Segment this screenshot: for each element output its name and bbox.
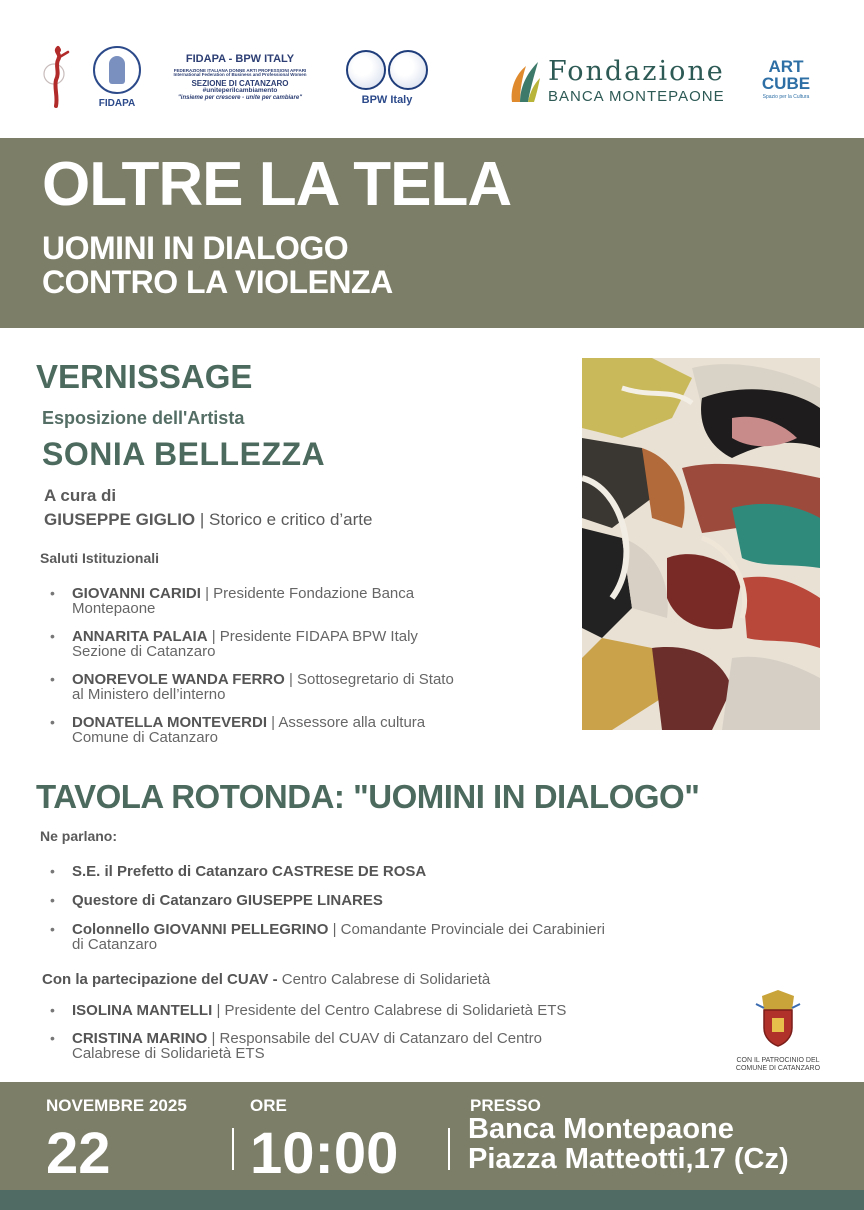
speaker-role: | Presidente FIDAPA BPW Italy <box>211 628 418 645</box>
bottom-strip <box>0 1190 864 1210</box>
list-item <box>40 922 760 952</box>
title-band <box>0 138 864 328</box>
artcube-line3: Spazio per la Cultura <box>762 94 810 100</box>
event-month: NOVEMBRE 2025 <box>46 1096 187 1115</box>
cuav-members-list <box>40 1003 680 1074</box>
cuav-participation <box>42 971 490 988</box>
fondazione-logo <box>506 56 738 108</box>
fidapa-line1: FIDAPA - BPW ITALY <box>185 53 295 65</box>
fondazione-title: Fondazione <box>548 56 725 87</box>
leaf-mark-icon <box>508 58 542 104</box>
dancer-figure-logo <box>40 44 72 114</box>
artist-name: SONIA BELLEZZA <box>42 436 326 472</box>
logo-bar <box>0 0 864 138</box>
cuav-label: Con la partecipazione del CUAV - <box>42 971 278 988</box>
speaker-role: | Presidente del Centro Calabrese di Solidarietà ETS <box>216 1002 567 1019</box>
speaker-role: | Responsabile del CUAV di Catanzaro del Centro <box>211 1030 542 1047</box>
speaker-name: Questore di Catanzaro GIUSEPPE LINARES <box>72 892 383 909</box>
fondazione-subtitle: BANCA MONTEPAONE <box>548 88 725 105</box>
event-subtitle-line1: UOMINI IN DIALOGO <box>42 230 349 266</box>
speaker-name: DONATELLA MONTEVERDI <box>72 714 267 731</box>
artcube-logo <box>756 58 816 100</box>
fidapa-line5: #uniteperilcambiamento <box>202 87 278 95</box>
city-crest-icon <box>754 988 802 1048</box>
event-time: 10:00 <box>250 1121 399 1186</box>
venue-label: PRESSO <box>470 1096 541 1115</box>
bpw-caption: BPW Italy <box>361 94 413 106</box>
speaker-role-cont: al Ministero dell’interno <box>72 686 226 703</box>
fidapa-line6: "insieme per crescere - unite per cambiare" <box>177 95 303 102</box>
saluti-list <box>40 586 540 758</box>
globe-icon <box>346 50 386 90</box>
fidapa-line2: FEDERAZIONE ITALIANA DONNE ARTI PROFESSIONI AFFARI <box>173 67 307 73</box>
cuav-description: Centro Calabrese di Solidarietà <box>281 971 491 988</box>
curator-name: GIUSEPPE GIGLIO <box>44 510 196 529</box>
patronage-block <box>726 988 830 1074</box>
content-area <box>0 328 864 1082</box>
speaker-name: ANNARITA PALAIA <box>72 628 208 645</box>
venue-address: Piazza Matteotti,17 (Cz) <box>468 1143 789 1176</box>
event-day: 22 <box>46 1121 111 1186</box>
speaker-name: GIOVANNI CARIDI <box>72 585 201 602</box>
speaker-role: | Sottosegretario di Stato <box>288 671 454 688</box>
time-label: ORE <box>250 1096 287 1115</box>
speaker-role-cont: Calabrese di Solidarietà ETS <box>72 1045 265 1062</box>
list-item <box>40 586 540 616</box>
speaker-name: ISOLINA MANTELLI <box>72 1002 213 1019</box>
speaker-role: | Comandante Provinciale dei Carabinieri <box>332 921 605 938</box>
list-item <box>40 715 540 745</box>
list-item <box>40 1003 680 1018</box>
venue-name: Banca Montepaone <box>468 1113 734 1145</box>
event-info-band <box>0 1082 864 1190</box>
speakers-label: Ne parlano: <box>40 828 118 844</box>
vernissage-heading: VERNISSAGE <box>36 358 253 395</box>
list-item <box>40 864 760 879</box>
speaker-role: | Presidente Fondazione Banca <box>205 585 415 602</box>
separator <box>232 1128 234 1170</box>
exhibition-label: Esposizione dell'Artista <box>42 408 245 428</box>
fidapa-seal-icon <box>93 46 141 94</box>
curator-role: | Storico e critico d’arte <box>199 510 373 529</box>
fidapa-line3: International Federation of Business and Professional Women <box>173 72 307 78</box>
patronage-line1: CON IL PATROCINIO DEL <box>736 1057 820 1064</box>
list-item <box>40 1031 680 1061</box>
speaker-role-cont: di Catanzaro <box>72 936 158 953</box>
speaker-role-cont: Montepaone <box>72 600 156 617</box>
speaker-name: S.E. il Prefetto di Catanzaro CASTRESE DE ROSA <box>72 863 427 880</box>
event-title: OLTRE LA TELA <box>42 150 512 219</box>
venue <box>468 1114 789 1175</box>
speaker-role-cont: Comune di Catanzaro <box>72 729 218 746</box>
fidapa-line4: SEZIONE DI CATANZARO <box>191 78 289 88</box>
event-subtitle-line2: CONTRO LA VIOLENZA <box>42 263 393 300</box>
bpw-logo <box>342 50 432 106</box>
speaker-role: | Assessore alla cultura <box>271 714 426 731</box>
list-item <box>40 672 540 702</box>
speaker-name: ONOREVOLE WANDA FERRO <box>72 671 285 688</box>
fidapa-text-block <box>150 54 330 101</box>
speaker-name: Colonnello GIOVANNI PELLEGRINO <box>72 921 329 938</box>
speaker-name: CRISTINA MARINO <box>72 1030 208 1047</box>
globe-icon <box>388 50 428 90</box>
list-item <box>40 893 760 908</box>
list-item <box>40 629 540 659</box>
artwork-painting <box>582 358 820 730</box>
fidapa-caption: FIDAPA <box>98 98 136 109</box>
artcube-line2: CUBE <box>761 74 811 93</box>
patronage-line2: COMUNE DI CATANZARO <box>735 1065 821 1073</box>
artcube-line1: ART <box>768 57 804 76</box>
saluti-label: Saluti Istituzionali <box>40 550 160 566</box>
round-table-speakers-list <box>40 864 760 966</box>
speaker-role-cont: Sezione di Catanzaro <box>72 643 216 660</box>
round-table-heading: TAVOLA ROTONDA: "UOMINI IN DIALOGO" <box>36 778 700 815</box>
curator-label: A cura di <box>44 486 117 505</box>
curator <box>44 510 372 530</box>
separator <box>448 1128 450 1170</box>
event-subtitle <box>42 232 393 299</box>
fidapa-logo <box>90 46 144 109</box>
